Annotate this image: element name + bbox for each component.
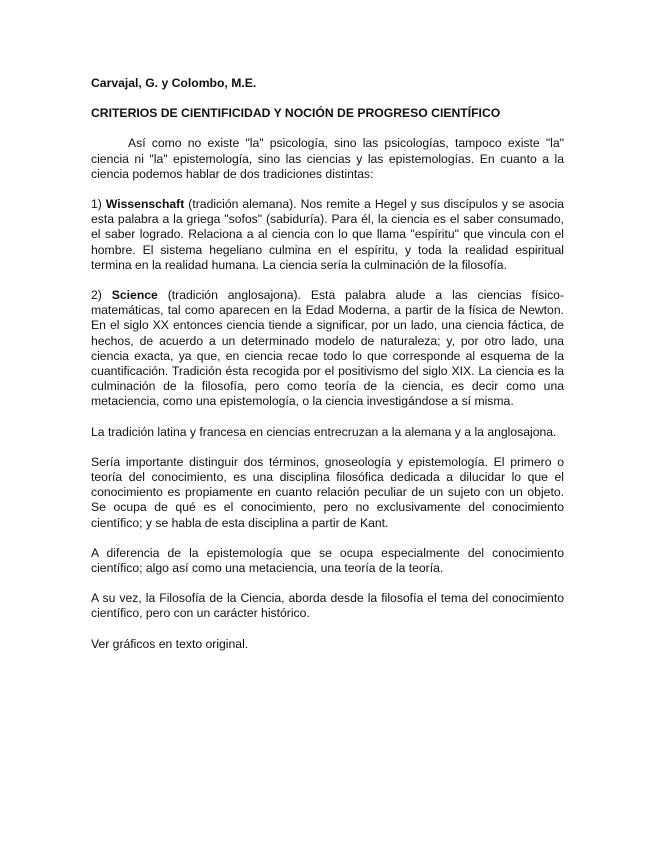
science-term: Science [111, 288, 158, 303]
item-number: 1) [91, 197, 102, 212]
wissenschaft-paragraph [91, 197, 564, 273]
item-number: 2) [91, 288, 102, 303]
author-line: Carvajal, G. y Colombo, M.E. [91, 76, 257, 90]
closing-note: Ver gráficos en texto original. [91, 636, 249, 651]
philosophy-of-science-paragraph: A su vez, la Filosofía de la Ciencia, aborda desde la filosofía el tema del conocimiento científico, pero con un carácter histórico. [91, 591, 564, 621]
intro-paragraph: Así como no existe "la" psicología, sino las psicologías, tampoco existe "la" ciencia ni "la" epistemología, sino las ciencias y las epistemologías. En cuanto a la ciencia podemos hablar de dos tradiciones distintas: [91, 136, 564, 181]
latin-tradition-paragraph: La tradición latina y francesa en ciencias entrecruzan a la alemana y a la anglosajona. [91, 424, 557, 439]
science-text: (tradición anglosajona). Esta palabra alude a las ciencias físico-matemáticas, tal como aparecen en la Edad Moderna, a partir de la física de Newton. En el siglo XX entonces ciencia tiende a significar, por un lado, una ciencia fáctica, de hechos, de acuerdo a un determinado modelo de naturaleza; y, por otro lado, una ciencia exacta, ya que, en ciencia recae todo lo que corresponde al esquema de la cuantificación. Tradición ésta recogida por el positivismo del siglo XIX. La ciencia es la culminación de la filosofía, pero como teoría de la ciencia, es decir como una metaciencia, como una epistemología, o la ciencia investigándose a sí misma. [91, 288, 564, 409]
wissenschaft-term: Wissenschaft [105, 197, 185, 212]
gnoseology-paragraph: Sería importante distinguir dos términos, gnoseología y epistemología. El primero o teoría del conocimiento, es una disciplina filosófica dedicada a dilucidar lo que el conocimiento es propiamente en cuanto relación peculiar de un sujeto con un objeto. Se ocupa de qué es el conocimiento, pero no exclusivamente del conocimiento científico; y se habla de esta disciplina a partir de Kant. [91, 454, 564, 530]
wissenschaft-text: (tradición alemana). Nos remite a Hegel y sus discípulos y se asocia esta palabra a la griega "sofos" (sabiduría). Para él, la ciencia es el saber consumado, el saber logrado. Relaciona a al ciencia con lo que llama "espíritu" que vincula con el hombre. El sistema hegeliano culmina en el espíritu, y toda la realidad espiritual termina en la realidad humana. La ciencia sería la culminación de la filosofía. [91, 197, 564, 272]
document-page [91, 76, 564, 667]
epistemology-paragraph: A diferencia de la epistemología que se ocupa especialmente del conocimiento científico; algo así como una metaciencia, una teoría de la teoría. [91, 545, 564, 576]
science-paragraph [91, 288, 564, 410]
document-title: CRITERIOS DE CIENTIFICIDAD Y NOCIÓN DE PROGRESO CIENTÍFICO [91, 106, 501, 121]
